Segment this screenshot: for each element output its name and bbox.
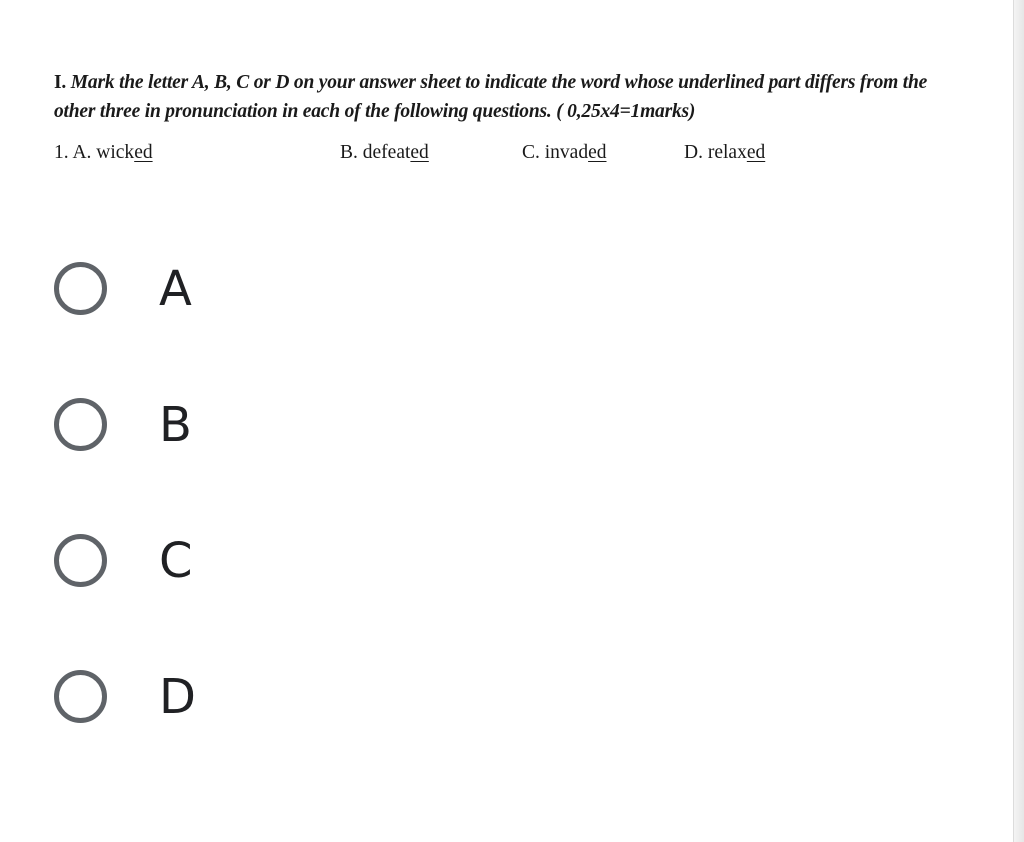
- answer-choices: [54, 254, 196, 798]
- choice-a[interactable]: [54, 254, 196, 390]
- option-a-text: 1. A. wicked: [54, 142, 153, 163]
- choice-d[interactable]: [54, 662, 196, 798]
- radio-button-b[interactable]: [54, 398, 107, 451]
- radio-button-d[interactable]: [54, 670, 107, 723]
- choice-label-c: C: [159, 533, 193, 589]
- question-item: [54, 142, 934, 172]
- option-d-text: D. relaxed: [684, 142, 766, 163]
- instruction-body: Mark the letter A, B, C or D on your answer sheet to indicate the word whose underlined part differs from the other three in pronunciation in each of the following questions. ( 0,25x4=1marks): [54, 72, 928, 122]
- question-image: [54, 68, 934, 172]
- underlined-part: ed: [588, 142, 607, 163]
- option-c-text: C. invaded: [522, 142, 607, 163]
- choice-b[interactable]: [54, 390, 196, 526]
- scrollbar-edge: [1013, 0, 1024, 842]
- choice-label-b: B: [159, 397, 192, 453]
- option-b-text: B. defeated: [340, 142, 429, 163]
- underlined-part: ed: [746, 142, 766, 163]
- question-number: I.: [54, 72, 67, 93]
- underlined-part: ed: [410, 142, 429, 163]
- choice-label-a: A: [159, 261, 192, 317]
- item-number: 1.: [54, 142, 69, 163]
- choice-label-d: D: [159, 669, 196, 725]
- choice-c[interactable]: [54, 526, 196, 662]
- instruction-text: [54, 68, 934, 126]
- underlined-part: ed: [134, 142, 153, 163]
- radio-button-c[interactable]: [54, 534, 107, 587]
- radio-button-a[interactable]: [54, 262, 107, 315]
